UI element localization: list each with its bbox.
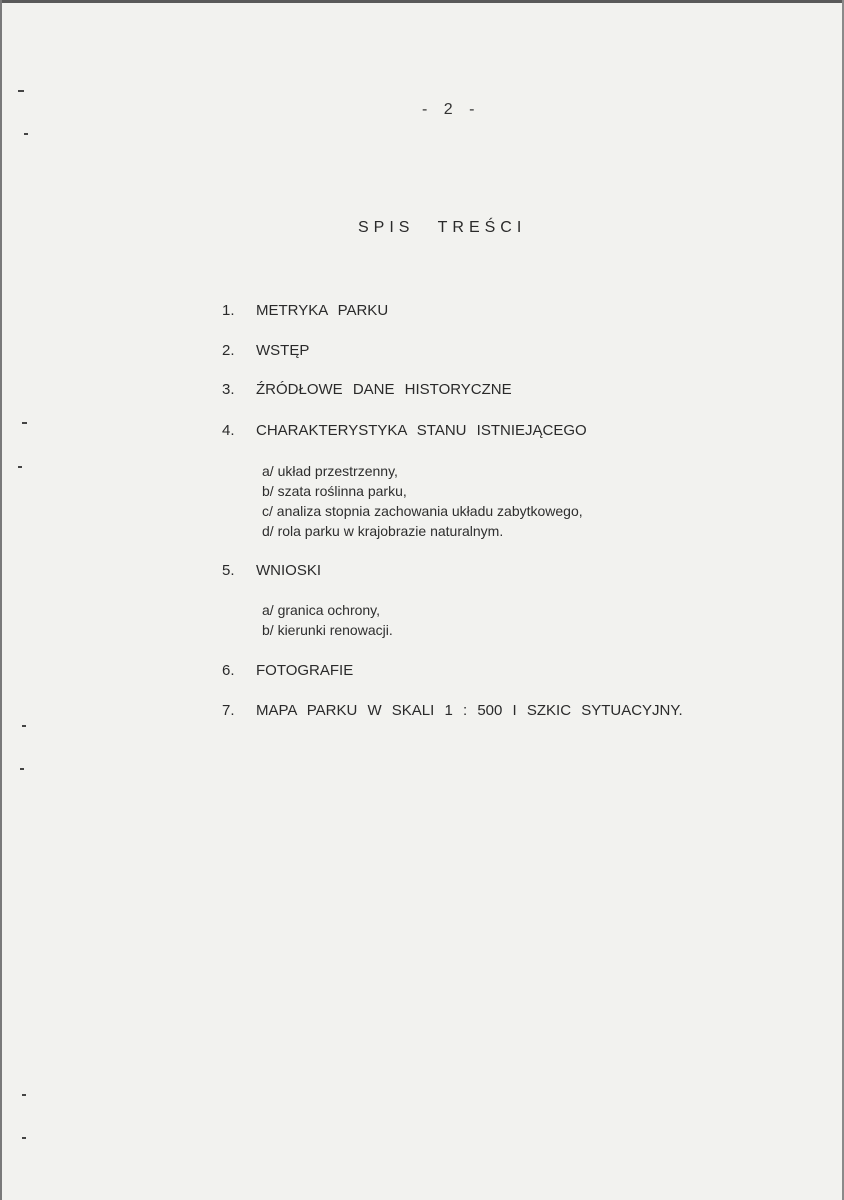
scan-edge-left [0,0,2,1200]
toc-item-label: WNIOSKI [256,562,322,579]
toc-subitem: d/ rola parku w krajobrazie naturalnym. [262,523,504,539]
scan-speck [20,768,24,770]
scan-speck [18,466,22,468]
toc-item-number: 4. [222,422,235,439]
toc-item-label: FOTOGRAFIE [256,662,354,679]
toc-subitem: a/ granica ochrony, [262,602,381,618]
toc-item-number: 7. [222,702,235,719]
scan-speck [22,1094,26,1096]
page-title: SPIS TREŚCI [358,219,527,236]
toc-item-label: METRYKA PARKU [256,302,389,319]
toc-subitem: b/ kierunki renowacji. [262,622,393,638]
scan-speck [22,725,26,727]
toc-item-6 [222,662,353,679]
toc-subitem: a/ układ przestrzenny, [262,463,398,479]
toc-item-label: WSTĘP [256,342,310,359]
toc-item-label: MAPA PARKU W SKALI 1 : 500 I SZKIC SYTUACYJNY. [256,702,683,719]
toc-subitem: b/ szata roślinna parku, [262,483,407,499]
toc-item-5 [222,562,321,579]
scan-speck [22,1137,26,1139]
page-number: - 2 - [422,101,481,118]
toc-item-label: ŹRÓDŁOWE DANE HISTORYCZNE [256,381,512,398]
toc-subitems-4 [262,461,583,541]
scan-speck [24,133,28,135]
toc-item-number: 2. [222,342,235,359]
toc-subitems-5 [262,600,393,640]
scan-speck [18,90,24,92]
toc-item-number: 5. [222,562,235,579]
scan-speck [22,422,27,424]
toc-item-1 [222,302,388,319]
toc-item-4 [222,422,587,439]
scan-edge-top [0,0,844,3]
toc-subitem: c/ analiza stopnia zachowania układu zabytkowego, [262,503,583,519]
toc-item-3 [222,381,512,398]
toc-item-number: 6. [222,662,235,679]
toc-item-label: CHARAKTERYSTYKA STANU ISTNIEJĄCEGO [256,422,587,439]
toc-item-number: 1. [222,302,235,319]
toc-item-7 [222,702,683,719]
toc-item-2 [222,342,309,359]
toc-item-number: 3. [222,381,235,398]
